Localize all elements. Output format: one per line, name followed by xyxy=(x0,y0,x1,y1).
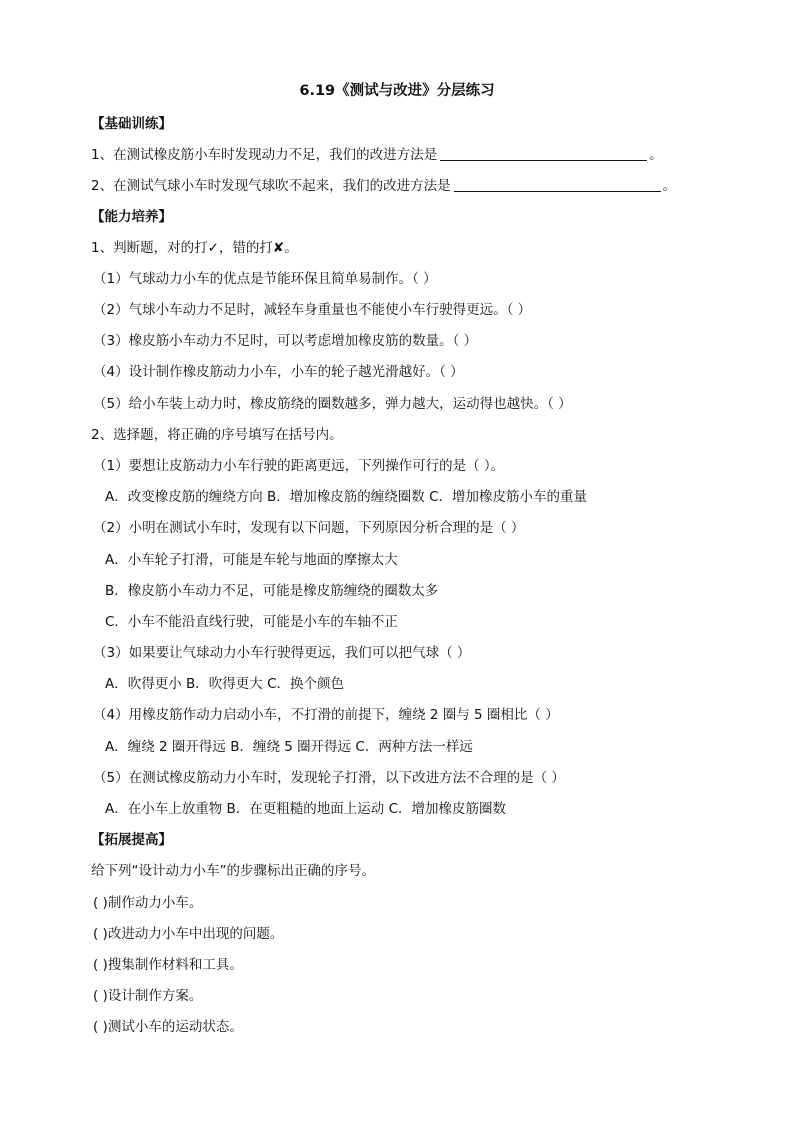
extend-step-1: ( )制作动力小车。 xyxy=(93,895,203,911)
answer-blank-1[interactable] xyxy=(440,146,647,161)
section-ability-heading: 【能力培养】 xyxy=(91,209,172,225)
choice-q5: （5）在测试橡皮筋动力小车时，发现轮子打滑，以下改进方法不合理的是（ ） xyxy=(93,770,565,786)
basic-question-1-end: 。 xyxy=(649,147,663,163)
choice-q2-option-c: C．小车不能沿直线行驶，可能是小车的车轴不正 xyxy=(105,614,398,630)
choice-q4-options: A．缠绕 2 圈开得远 B．缠绕 5 圈开得远 C．两种方法一样远 xyxy=(105,739,473,755)
basic-question-1 xyxy=(91,145,663,165)
choice-q2: （2）小明在测试小车时，发现有以下问题，下列原因分析合理的是（ ） xyxy=(93,520,525,536)
choice-q4: （4）用橡皮筋作动力启动小车，不打滑的前提下，缠绕 2 圈与 5 圈相比（ ） xyxy=(93,707,559,723)
judge-item-1: （1）气球动力小车的优点是节能环保且简单易制作。（ ） xyxy=(93,271,437,287)
judge-item-2: （2）气球小车动力不足时，减轻车身重量也不能使小车行驶得更远。（ ） xyxy=(93,302,532,318)
extend-step-2: ( )改进动力小车中出现的问题。 xyxy=(93,926,284,942)
judge-item-4: （4）设计制作橡皮筋动力小车，小车的轮子越光滑越好。（ ） xyxy=(93,364,464,380)
judge-item-3: （3）橡皮筋小车动力不足时，可以考虑增加橡皮筋的数量。（ ） xyxy=(93,333,478,349)
section-basic-heading: 【基础训练】 xyxy=(91,116,172,132)
judge-heading: 1、判断题，对的打✓，错的打✘。 xyxy=(91,240,298,256)
answer-blank-2[interactable] xyxy=(454,177,661,192)
choice-q1: （1）要想让皮筋动力小车行驶的距离更远，下列操作可行的是（ ）。 xyxy=(93,458,505,474)
page-title: 6.19《测试与改进》分层练习 xyxy=(299,83,495,99)
section-extend-heading: 【拓展提高】 xyxy=(91,832,172,848)
basic-question-2-text: 2、在测试气球小车时发现气球吹不起来，我们的改进方法是 xyxy=(91,178,451,194)
basic-question-2-end: 。 xyxy=(662,178,677,194)
choice-q3: （3）如果要让气球动力小车行驶得更远，我们可以把气球（ ） xyxy=(93,645,471,661)
choice-q3-options: A．吹得更小 B．吹得更大 C．换个颜色 xyxy=(105,676,345,692)
choice-q1-options: A．改变橡皮筋的缠绕方向 B．增加橡皮筋的缠绕圈数 C．增加橡皮筋小车的重量 xyxy=(105,489,588,505)
judge-item-5: （5）给小车装上动力时，橡皮筋绕的圈数越多，弹力越大，运动得也越快。（ ） xyxy=(93,396,572,412)
choice-heading: 2、选择题，将正确的序号填写在括号内。 xyxy=(91,427,343,443)
choice-q2-option-b: B．橡皮筋小车动力不足，可能是橡皮筋缠绕的圈数太多 xyxy=(105,583,439,599)
basic-question-2 xyxy=(91,176,676,196)
extend-step-5: ( )测试小车的运动状态。 xyxy=(93,1019,243,1035)
choice-q2-option-a: A．小车轮子打滑，可能是车轮与地面的摩擦太大 xyxy=(105,552,398,568)
choice-q5-options: A．在小车上放重物 B．在更粗糙的地面上运动 C．增加橡皮筋圈数 xyxy=(105,801,507,817)
extend-step-4: ( )设计制作方案。 xyxy=(93,988,203,1004)
basic-question-1-text: 1、在测试橡皮筋小车时发现动力不足，我们的改进方法是 xyxy=(91,147,438,163)
extend-step-3: ( )搜集制作材料和工具。 xyxy=(93,957,243,973)
extend-intro: 给下列“设计动力小车”的步骤标出正确的序号。 xyxy=(91,863,375,879)
